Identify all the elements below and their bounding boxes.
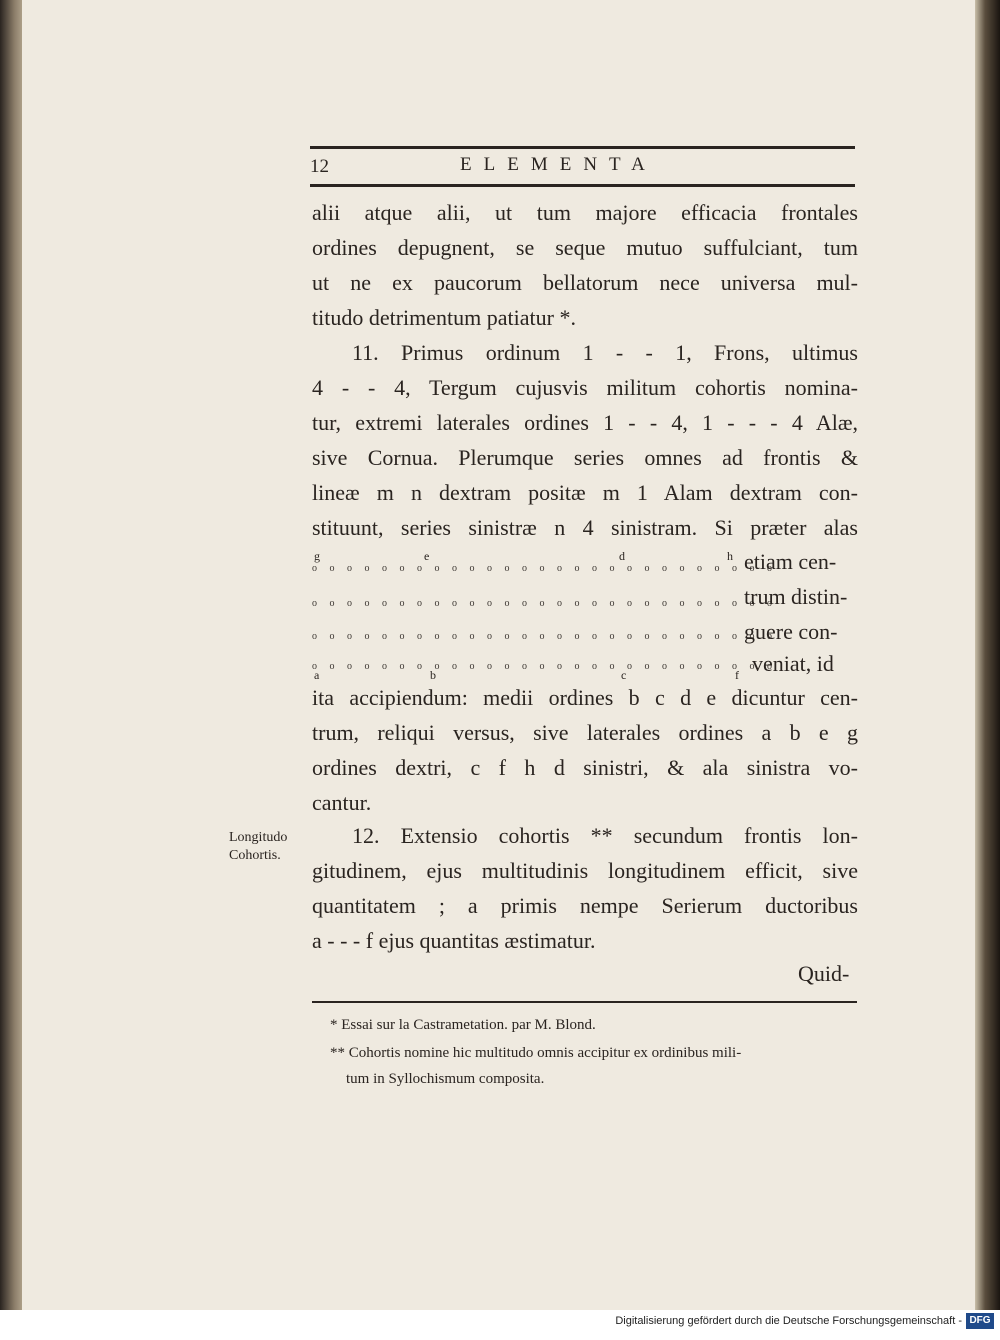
body-line: a - - - f ejus quantitas æstimatur. (312, 928, 596, 953)
body-line: 12. Extensio cohortis ** secundum frontis lon- (352, 823, 858, 848)
body-line: trum, reliqui versus, sive laterales ordines a b e g (312, 720, 858, 745)
footer-credit: Digitalisierung gefördert durch die Deutsche Forschungsgemeinschaft - (615, 1315, 962, 1327)
diagram-letter: e (424, 549, 430, 563)
body-line: ordines dextri, c f h d sinistri, & ala sinistra vo- (312, 755, 858, 780)
body-line: alii atque alii, ut tum majore efficacia frontales (312, 200, 858, 225)
catchword: Quid- (798, 961, 850, 986)
body-line: quantitatem ; a primis nempe Serierum ductoribus (312, 893, 858, 918)
page-number: 12 (310, 156, 329, 177)
diagram-side-text: guere con- (744, 619, 838, 644)
book-edge-right (975, 0, 1000, 1310)
footnote: tum in Syllochismum composita. (346, 1071, 545, 1087)
diagram-letter: a (314, 668, 320, 682)
diagram-side-text: veniat, id (752, 651, 834, 676)
diagram-side-text: etiam cen- (744, 549, 837, 574)
body-line: titudo detrimentum patiatur *. (312, 305, 576, 330)
soldier-row: o o o o o o o o o o o o o o o o o o o o o o o o o o o (312, 631, 777, 642)
book-edge-left (0, 0, 24, 1310)
diagram-letter: h (727, 549, 733, 563)
diagram-letter: f (735, 668, 739, 682)
body-line: cantur. (312, 790, 372, 815)
body-line: ordines depugnent, se seque mutuo suffulciant, tum (312, 235, 858, 260)
body-line: stituunt, series sinistræ n 4 sinistram. Si præter alas (312, 515, 858, 540)
body-line: 11. Primus ordinum 1 - - 1, Frons, ultimus (352, 340, 858, 365)
footnote: ** Cohortis nomine hic multitudo omnis accipitur ex ordinibus mili- (330, 1045, 742, 1061)
margin-note (229, 829, 287, 865)
running-title: ELEMENTA (460, 154, 657, 175)
soldier-row: o o o o o o o o o o o o o o o o o o o o o o o o o o o (312, 598, 777, 609)
body-line: gitudinem, ejus multitudinis longitudinem efficit, sive (312, 858, 858, 883)
body-line: sive Cornua. Plerumque series omnes ad frontis & (312, 445, 858, 470)
header-rule-bottom (310, 184, 855, 187)
diagram-letter: g (314, 549, 320, 563)
body-line: lineæ m n dextram positæ m 1 Alam dextram con- (312, 480, 858, 505)
body-line: tur, extremi laterales ordines 1 - - 4, 1 - - - 4 Alæ, (312, 410, 858, 435)
margin-note-line: Cohortis. (229, 848, 281, 863)
footnote-rule (312, 1001, 857, 1003)
body-line: 4 - - 4, Tergum cujusvis militum cohortis nomina- (312, 375, 858, 400)
dfg-logo: DFG (966, 1313, 994, 1329)
body-line: ut ne ex paucorum bellatorum nece universa mul- (312, 270, 858, 295)
body-line: ita accipiendum: medii ordines b c d e dicuntur cen- (312, 685, 858, 710)
diagram-letter: d (619, 549, 625, 563)
margin-note-line: Longitudo (229, 830, 288, 845)
diagram-letter: b (430, 668, 436, 682)
footnote: * Essai sur la Castrametation. par M. Blond. (330, 1017, 596, 1033)
soldier-row: o o o o o o o o o o o o o o o o o o o o o o o o o o o (312, 563, 777, 574)
diagram-letter: c (621, 668, 627, 682)
soldier-row: o o o o o o o o o o o o o o o o o o o o o o o o o o o (312, 661, 777, 672)
header-rule-top (310, 146, 855, 149)
diagram-side-text: trum distin- (744, 584, 848, 609)
